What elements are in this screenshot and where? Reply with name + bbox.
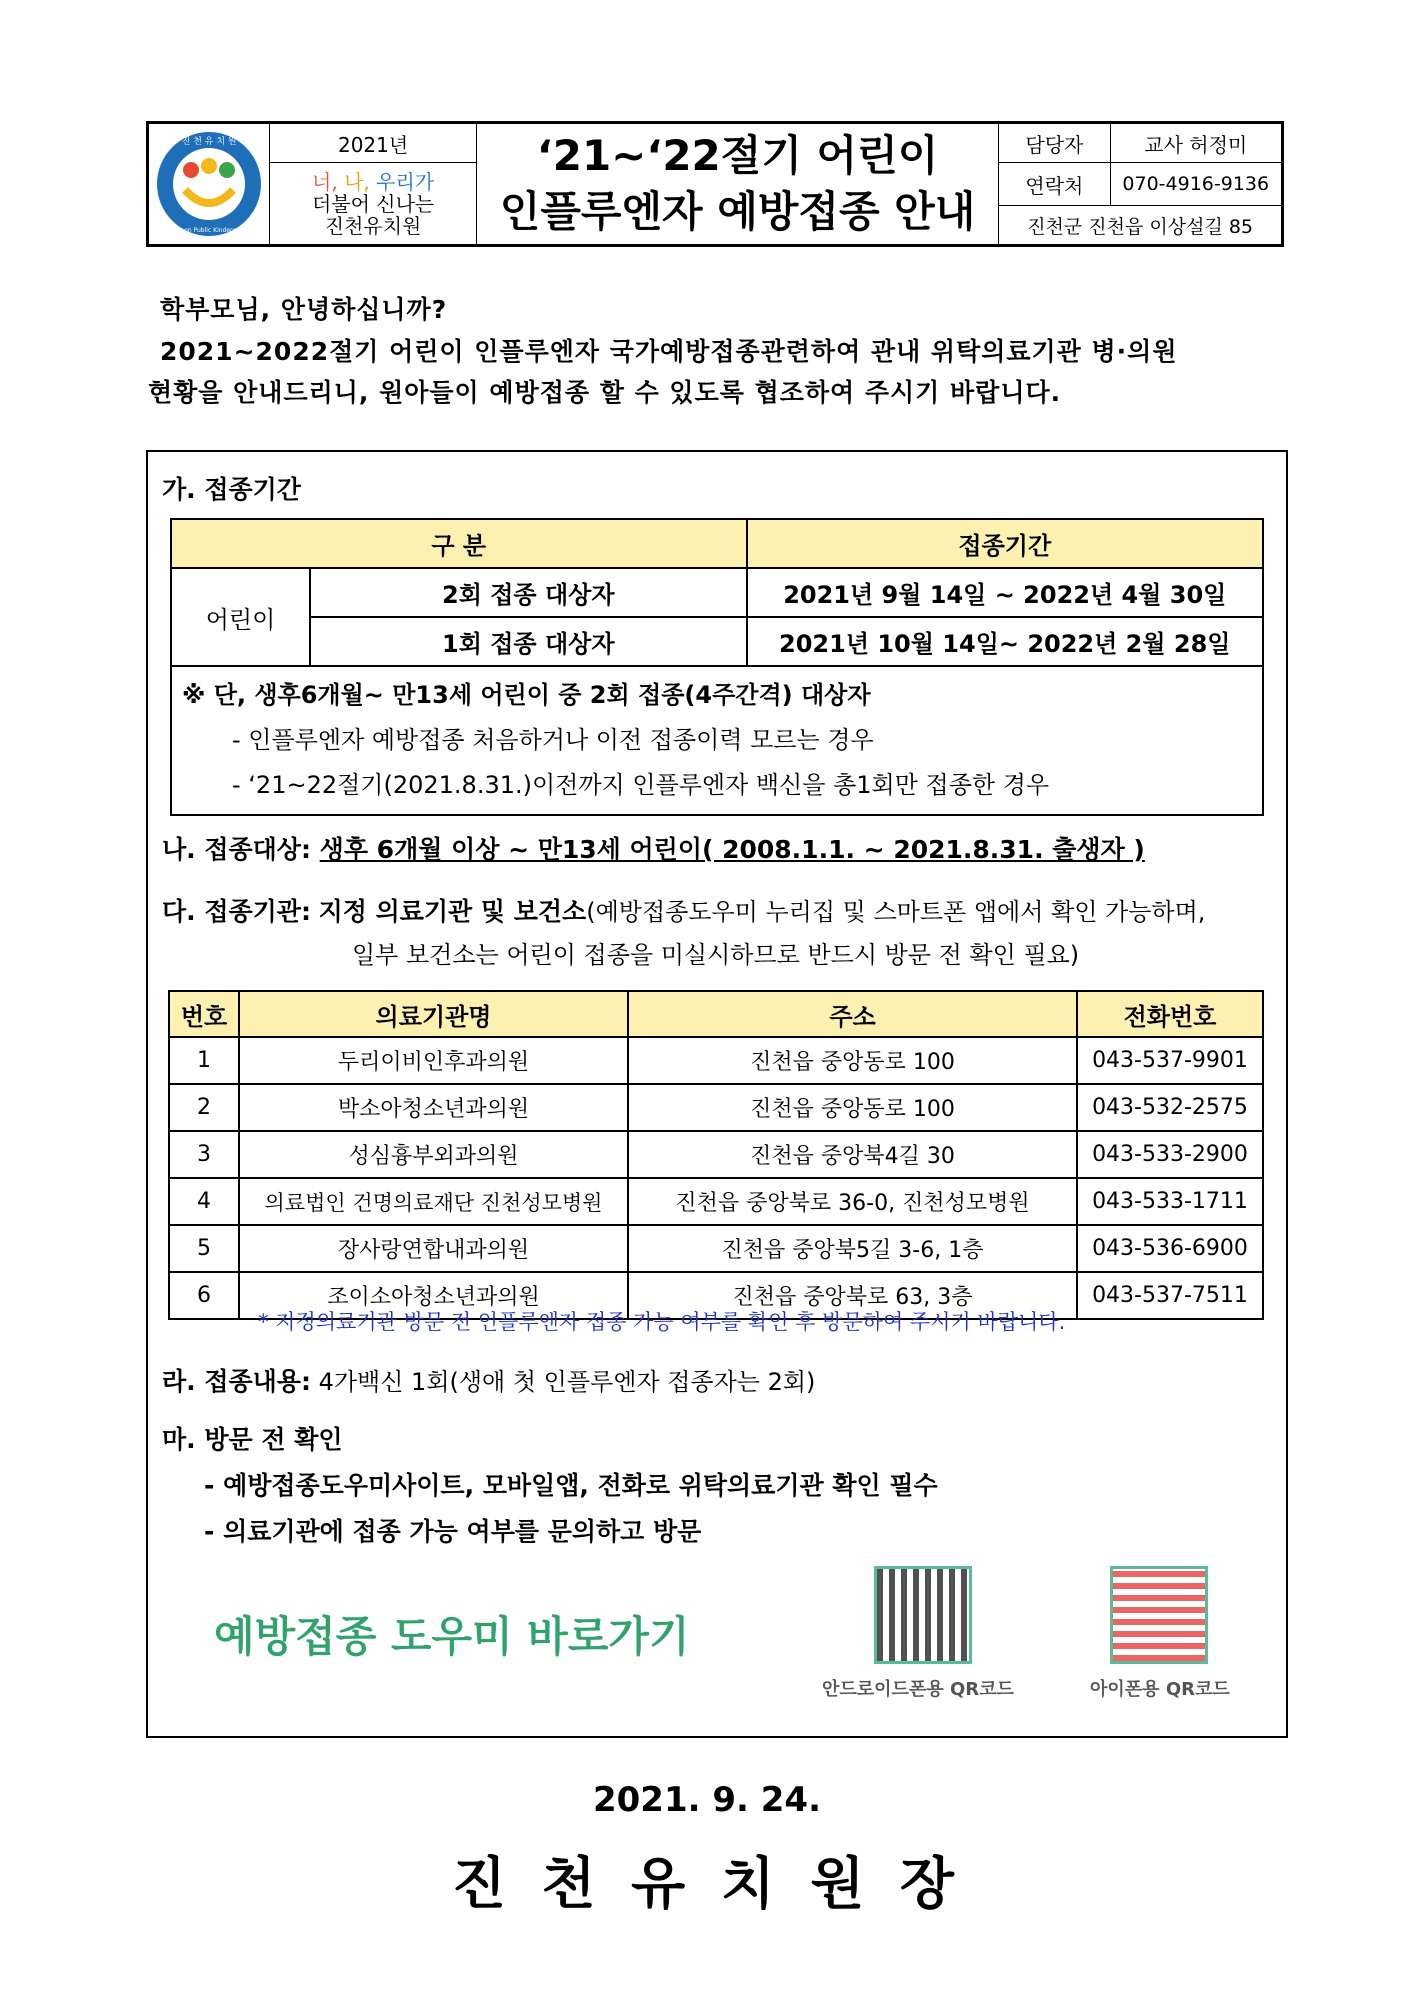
period-note-1: - 인플루엔자 예방접종 처음하거나 이전 접종이력 모르는 경우 [232, 726, 874, 754]
intro-line-2: 현황을 안내드리니, 원아들이 예방접종 할 수 있도록 협조하여 주시기 바랍니다. [148, 378, 1062, 407]
period-header-category: 구 분 [171, 519, 747, 568]
footer-signature: 진 천 유 치 원 장 [451, 1852, 963, 1917]
section-b: 나. 접종대상: 생후 6개월 이상 ~ 만13세 어린이( 2008.1.1. ~ 2021.8.31. 출생자 ) [162, 835, 1145, 864]
table-row: 4 의료법인 건명의료재단 진천성모병원 진천읍 중앙북로 36-0, 진천성모병원 043-533-1711 [169, 1178, 1263, 1225]
table-row: 5 장사랑연합내과의원 진천읍 중앙북5길 3-6, 1층 043-536-6900 [169, 1225, 1263, 1272]
year-cell: 2021년 [270, 123, 477, 163]
qr-android-label: 안드로이드폰용 QR코드 [822, 1679, 1014, 1700]
col-header-phone: 전화번호 [1077, 991, 1263, 1037]
period-note-2: - ‘21~22절기(2021.8.31.)이전까지 인플루엔자 백신을 총1회만 접종한 경우 [232, 771, 1050, 799]
table-row: 2 박소아청소년과의원 진천읍 중앙동로 100 043-532-2575 [169, 1084, 1263, 1131]
section-e-title: 마. 방문 전 확인 [162, 1425, 343, 1454]
table-row: 3 성심흉부외과의원 진천읍 중앙북4길 30 043-533-2900 [169, 1131, 1263, 1178]
col-header-name: 의료기관명 [239, 991, 628, 1037]
qr-iphone-label: 아이폰용 QR코드 [1090, 1679, 1230, 1700]
period-note-title: ※ 단, 생후6개월~ 만13세 어린이 중 2회 접종(4주간격) 대상자 [182, 681, 871, 709]
school-logo [157, 132, 261, 236]
header-table [146, 121, 1284, 247]
contact-label: 담당자 [999, 123, 1110, 163]
title-cell [476, 123, 998, 246]
period-row-type: 2회 접종 대상자 [310, 568, 747, 617]
shortcut-link[interactable]: 예방접종 도우미 바로가기 [214, 1612, 690, 1661]
period-row-period: 2021년 9월 14일 ~ 2022년 4월 30일 [747, 568, 1263, 617]
section-c-line2: 일부 보건소는 어린이 접종을 미실시하므로 반드시 방문 전 확인 필요) [352, 941, 1080, 969]
address: 진천군 진천읍 이상설길 85 [999, 206, 1283, 246]
period-row-type: 1회 접종 대상자 [310, 617, 747, 666]
logo-cell [148, 123, 270, 246]
logo-subtext: Jincheon Public Kindergarten [166, 227, 253, 234]
period-note-cell [171, 666, 1263, 815]
footer-date: 2021. 9. 24. [592, 1780, 822, 1820]
institution-header-row [169, 991, 1263, 1037]
col-header-address: 주소 [628, 991, 1077, 1037]
contact-value: 교사 허정미 [1110, 123, 1283, 163]
slogan-cell: 너, 나, 우리가 더불어 신나는 진천유치원 [270, 163, 477, 246]
phone-label: 연락처 [999, 163, 1110, 206]
section-e-item-1: - 예방접종도우미사이트, 모바일앱, 전화로 위탁의료기관 확인 필수 [204, 1471, 938, 1500]
logo-text: 진 천 유 치 원 [181, 137, 237, 147]
title-line-1: ‘21~‘22절기 어린이 [536, 131, 939, 180]
section-d: 라. 접종내용: 4가백신 1회(생애 첫 인플루엔자 접종자는 2회) [162, 1367, 816, 1396]
table-row: 6 조이소아청소년과의원 진천읍 중앙북로 63, 3층 043-537-7511 [169, 1272, 1263, 1319]
intro-line-1: 2021~2022절기 어린이 인플루엔자 국가예방접종관련하여 관내 위탁의료기관 병·의원 [160, 337, 1178, 366]
period-row-period: 2021년 10월 14일~ 2022년 2월 28일 [747, 617, 1263, 666]
section-c: 다. 접종기관: 지정 의료기관 및 보건소(예방접종도우미 누리집 및 스마트폰 앱에서 확인 가능하며, [162, 897, 1206, 926]
qr-iphone-icon[interactable] [1110, 1566, 1208, 1664]
phone-value: 070-4916-9136 [1110, 163, 1283, 206]
title-line-2: 인플루엔자 예방접종 안내 [499, 187, 976, 236]
col-header-no: 번호 [169, 991, 239, 1037]
section-e-item-2: - 의료기관에 접종 가능 여부를 문의하고 방문 [204, 1517, 702, 1546]
children-logo-icon [179, 156, 239, 212]
section-a-title: 가. 접종기간 [162, 475, 301, 504]
table-row: 1 두리이비인후과의원 진천읍 중앙동로 100 043-537-9901 [169, 1037, 1263, 1084]
footnote: * 지정의료기관 방문 전 인플루엔자 접종 가능 여부를 확인 후 방문하여 주시기 바랍니다. [258, 1310, 1066, 1334]
qr-android-icon[interactable] [874, 1566, 972, 1664]
institution-table [168, 990, 1264, 1320]
period-group: 어린이 [171, 568, 310, 666]
greeting: 학부모님, 안녕하십니까? [160, 295, 448, 324]
period-table [170, 518, 1264, 816]
period-header-period: 접종기간 [747, 519, 1263, 568]
